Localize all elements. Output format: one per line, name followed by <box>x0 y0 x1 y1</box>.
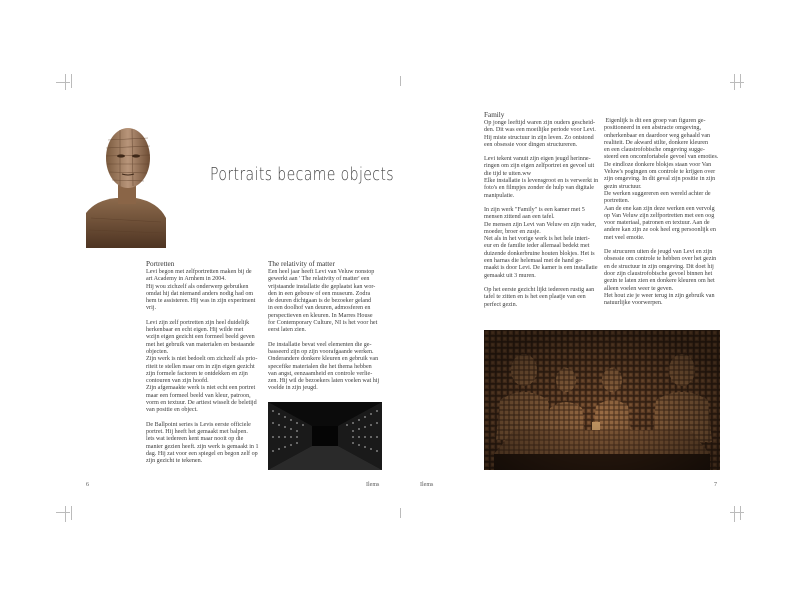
paragraph: In zijn werk "Family" is een kamer met 5 mensen zittend aan een tafel. De mensen zijn Levi van Veluw en zijn vader, moeder, broer en zusje. Net als in het vorige werk is het hele interi- eur en de familie ieder allemaal bedekt met duizende donkerbruine houten blokjes. Het is een harnas die helemaal met de hand ge- maakt is door Levi. De kamer is een installatie gemaakt uit 3 muren. <box>484 206 598 279</box>
wooden-head-figure <box>86 118 166 248</box>
paragraph: Op jonge leeftijd waren zijn ouders gescheid- den. Dit was een moeilijke periode voor Levi. Hij miste structuur in zijn leven. Zo ontstond een obsessie voor dingen structureren. <box>484 120 596 148</box>
paragraph: Een heel jaar heeft Levi van Veluw nonstop gewerkt aan ' The relativity of matter' een vrijstaande installatie die geplaatst kan wor- den in een gebouw of een museum. Zodra de deuren dichtgaan is de bezoeker geland in een doolhof van deuren, admosferen en perspectieven en kleuren. In Marres House for Contemporary Culture, NI is het voor het eerst laten zien. <box>268 269 378 334</box>
right-footer-label: Ilems <box>420 482 434 488</box>
paragraph: Eigenlijk is dit een groep van figuren ge- positioneerd in een abstracte omgeving, onherkenbaar en daardoor weg gehaald van realiteit. De akward stilte, donkere kleuren en een claustrofobische omgeving sugge- steerd een oncomfortabele gevoel van emoties. De eindloze donkere blokjes staan voor Van Veluw's pogingen om controle te krijgen over zijn omgeving. In dit geval zijn positie in zijn gezin structuur. De werken suggereren een wereld achter de portretten. Aan de ene kan zijn deze werken een vervolg op Van Veluw zijn zelfportretten met een oog voor materiaal, patronen en textuur. Aan de andere kan zijn ze ook heel erg persoonlijk en met veel emotie. <box>604 118 719 241</box>
relativity-column <box>268 260 386 400</box>
portretten-heading: Portretten <box>146 260 175 268</box>
paragraph: Levi begon met zelfportretten maken bij de art Academy in Arnhem in 2004. Hij wou zichzelf als onderwerp gebruiken omdat hij dat niemand anders nodig had om hem te assisteren. Hij was in zijn experiment vrij. <box>146 269 256 312</box>
family-table-figure <box>484 330 720 470</box>
portrait-image <box>86 118 166 248</box>
page-title: Portraits became objects <box>210 164 394 185</box>
portretten-body <box>146 269 264 465</box>
left-page-number: 6 <box>86 482 89 488</box>
second-column-body <box>604 118 724 307</box>
paragraph: De strucuren uiten de jeugd van Levi en zijn obsessie om controle te hebben over het gezin en de structuur in zijn omgeving. Dit doet hij door zijn claustrofobische gevoel binnen het gezin te laten zien en donkere kleuren om het alleen voelen weer te geven. Het hout zie je weer terug in zijn gebruik van natuurlijke voorwerpen. <box>604 249 717 307</box>
paragraph: Op het eerste gezicht lijkt iedereen rustig aan tafel te zitten en is het een plaatje van een perfect gezin. <box>484 286 595 308</box>
right-page-number: 7 <box>714 482 717 488</box>
portretten-column <box>146 260 264 472</box>
paragraph: Levi zijn zelf portretten zijn heel duidelijk herkenbaar en echt eigen. Hij wilde met wzijn eigen gezicht een formeel beeld geven met het gebruik van materialen en bestaande objecten. Zijn werk is niet bedoelt om zichzelf als prio- riteit te stellen maar om in zijn eigen gezicht zijn formele factoren te ontdekken en zijn contouren van zijn hoofd. Zijn afgemaakte werk is niet echt een portret maar een formeel beeld van kleur, patroon, vorm en textuur. De artiest wisselt de beletijd van positie en object. <box>146 319 258 414</box>
second-column <box>604 118 724 314</box>
relativity-body <box>268 269 386 393</box>
paragraph: De Ballpoint series is Levis eerste officiele portret. Hij heeft het gemaakt met balpen. lets wat iedereen kent maar nooit op die manier gezien heeft. zijn werk is gemaakt in 1 dag. Hij zat voor een spiegel en begon zelf op zijn gezicht te tekenen. <box>146 421 259 465</box>
family-column <box>484 111 602 316</box>
family-image <box>484 330 720 470</box>
corridor-image <box>268 402 382 470</box>
paragraph: Levi tekent vanuit zijn eigen jeugd herinne- ringen om zijn eigen zelfportret en gevoel uit die tijd te uiten.ww Elke installatie is levensgroot en is verwerkt in foto's en filmpjes zonder de hulp van digitale manipulatie. <box>484 156 599 199</box>
dark-corridor-figure <box>268 402 382 470</box>
family-body <box>484 120 602 309</box>
left-footer-label: Ilems <box>366 482 380 488</box>
relativity-heading: The relativity of matter <box>268 260 335 268</box>
paragraph: De installatie bevat veel elementen die ge- basseerd zijn op zijn voorafgaande werken. Onderandere donkere kleuren en gebruik van specefike materialen die het thema hebben van angst, eenzaamheid en controle verlie- zen. Hij wil de bezoekers laten voelen wat hij voelde in zijn jeugd. <box>268 341 380 392</box>
family-heading: Family <box>484 111 505 119</box>
